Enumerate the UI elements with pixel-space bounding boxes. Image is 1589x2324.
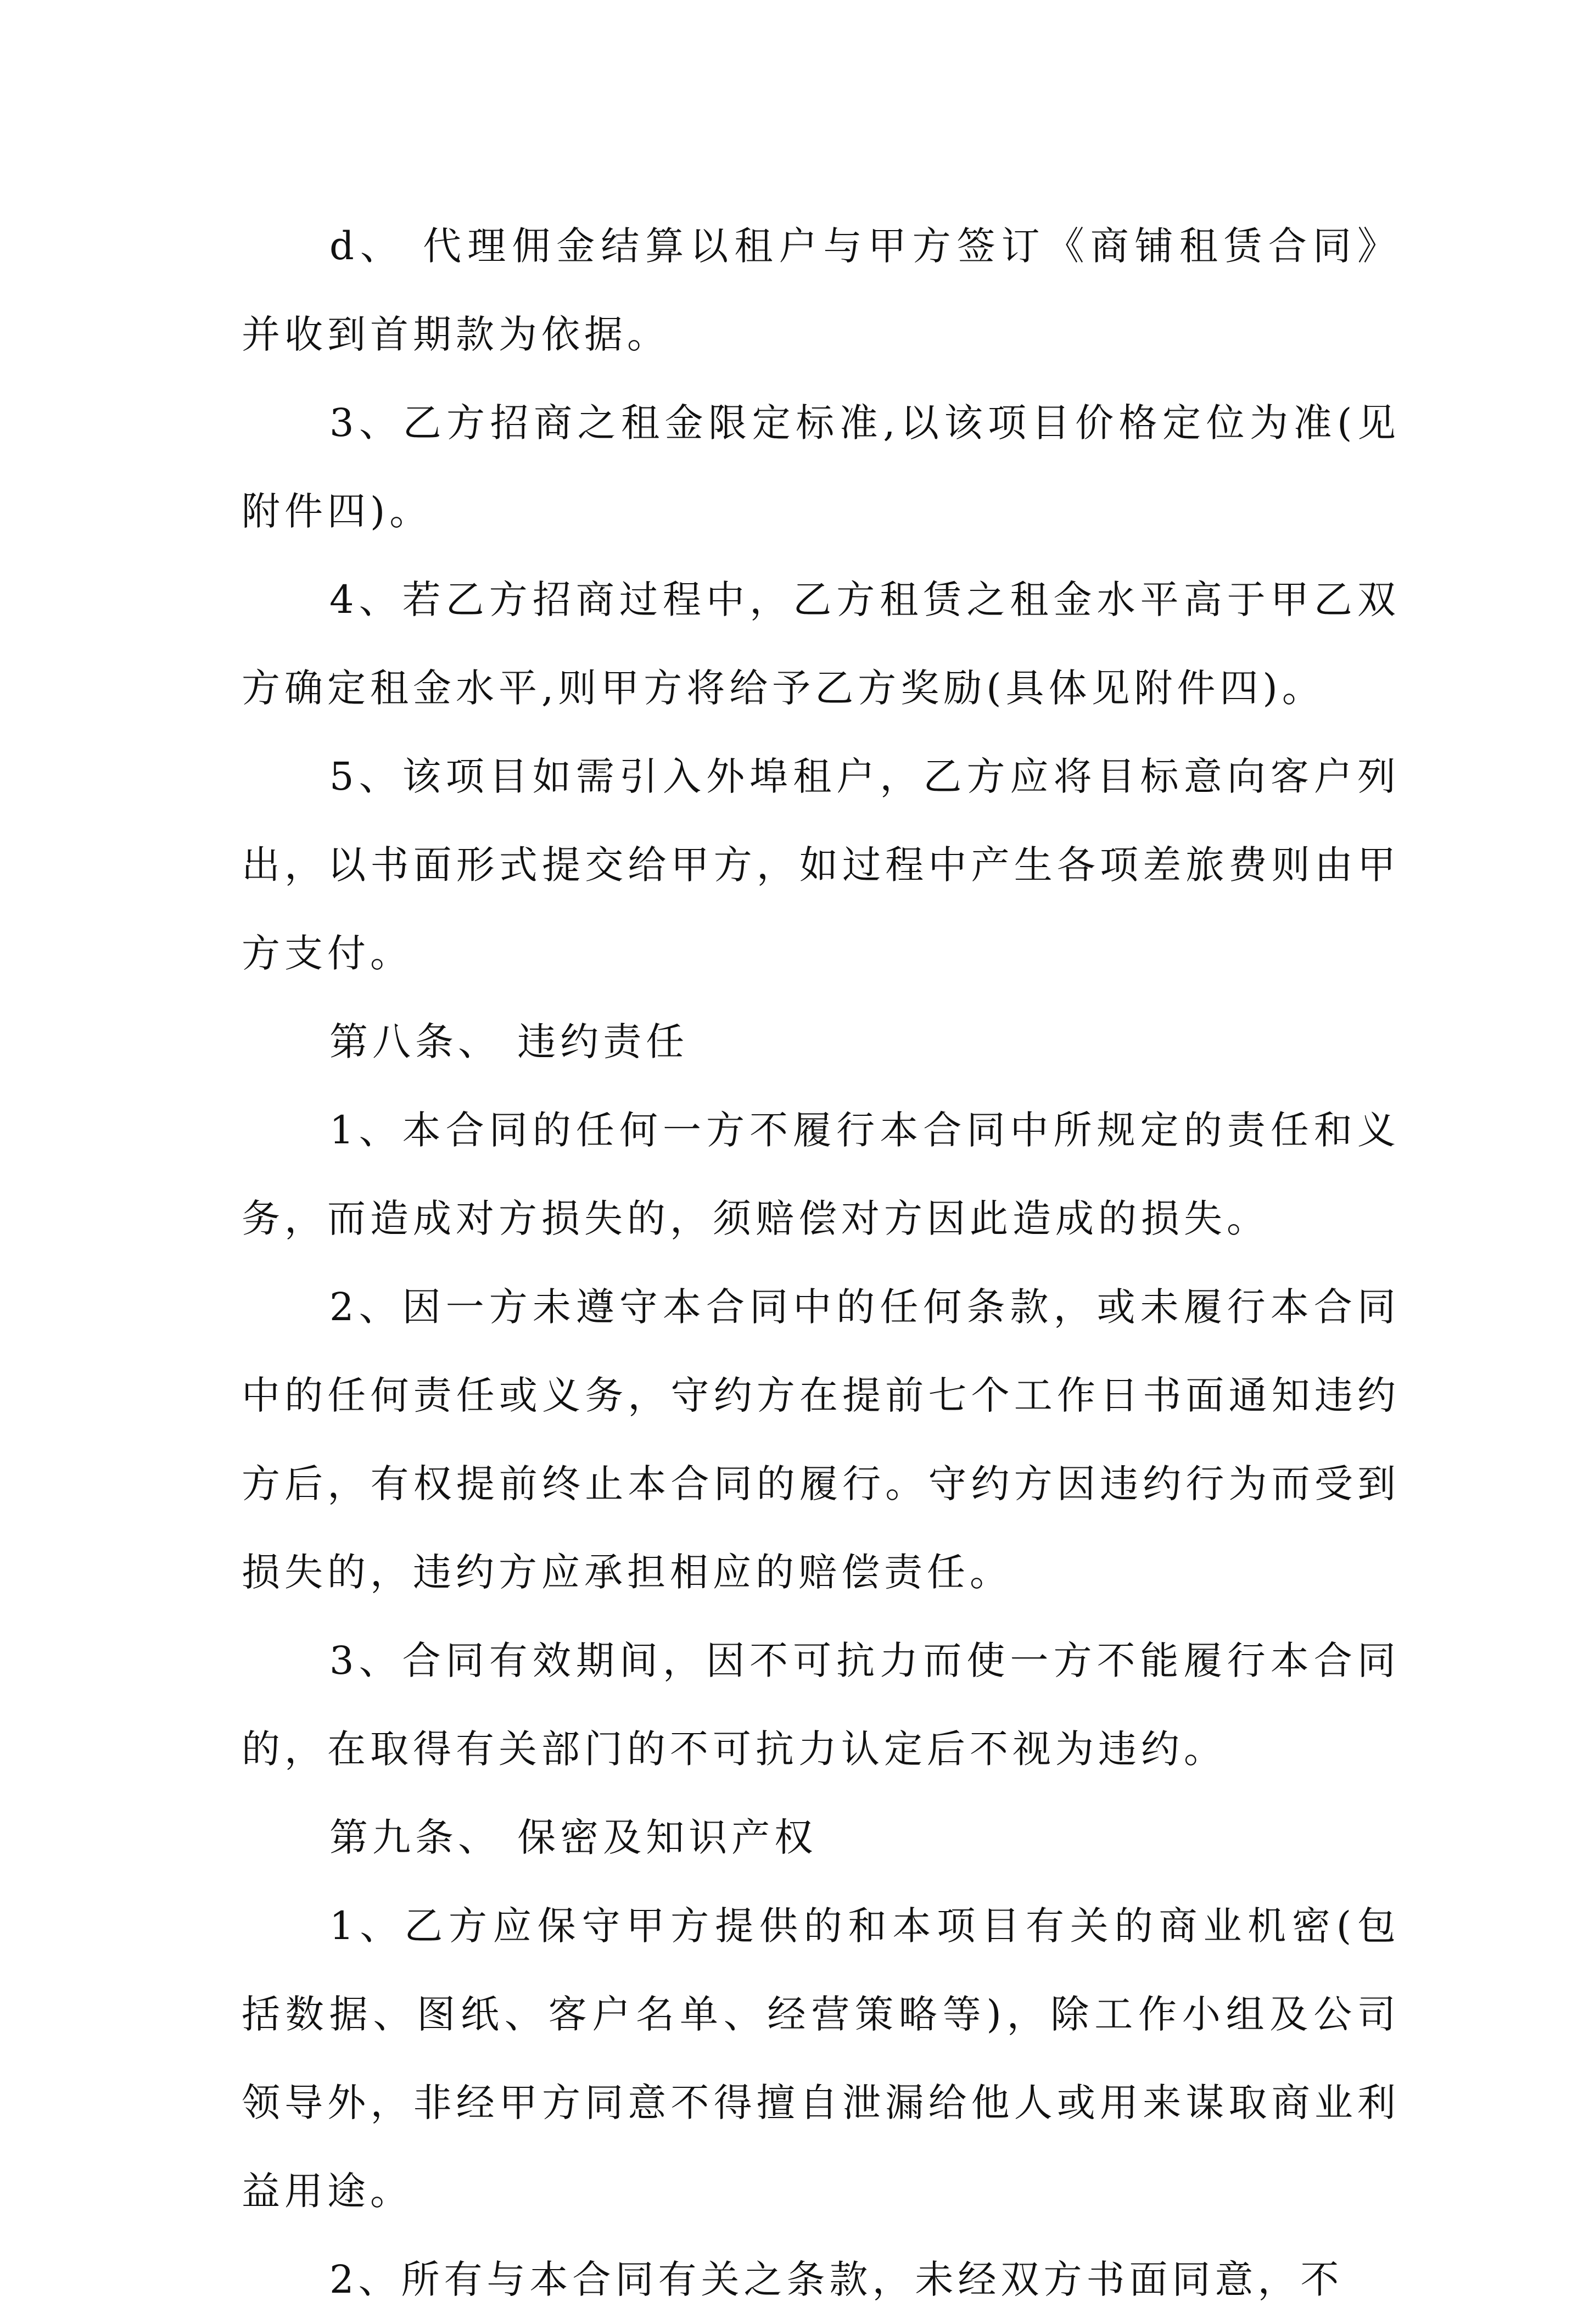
paragraph-confidentiality-1: 1、乙方应保守甲方提供的和本项目有关的商业机密(包括数据、图纸、客户名单、经营策略等)，除工作小组及公司领导外，非经甲方同意不得擅自泄漏给他人或用来谋取商业利益用途。 xyxy=(242,1903,1400,2214)
paragraph-rent-reward: 4、若乙方招商过程中，乙方租赁之租金水平高于甲乙双方确定租金水平,则甲方将给予乙方奖励(具体见附件四)。 xyxy=(242,577,1400,711)
section-heading-breach-liability: 第八条、 违约责任 xyxy=(329,1019,689,1064)
paragraph-rent-standard: 3、乙方招商之租金限定标准,以该项目价格定位为准(见附件四)。 xyxy=(242,400,1400,534)
paragraph-confidentiality-2: 2、所有与本合同有关之条款，未经双方书面同意，不 xyxy=(329,2257,1344,2302)
section-heading-confidentiality: 第九条、 保密及知识产权 xyxy=(329,1815,818,1860)
paragraph-breach-3: 3、合同有效期间，因不可抗力而使一方不能履行本合同的，在取得有关部门的不可抗力认定后不视为违约。 xyxy=(242,1638,1400,1772)
paragraph-commission-settlement: d、 代理佣金结算以租户与甲方签订《商铺租赁合同》并收到首期款为依据。 xyxy=(242,224,1400,357)
paragraph-external-tenants: 5、该项目如需引入外埠租户，乙方应将目标意向客户列出，以书面形式提交给甲方，如过程中产生各项差旅费则由甲方支付。 xyxy=(242,754,1400,976)
paragraph-breach-1: 1、本合同的任何一方不履行本合同中所规定的责任和义务，而造成对方损失的，须赔偿对方因此造成的损失。 xyxy=(242,1108,1400,1241)
document-body xyxy=(242,202,1400,2324)
paragraph-breach-2: 2、因一方未遵守本合同中的任何条款，或未履行本合同中的任何责任或义务，守约方在提前七个工作日书面通知违约方后，有权提前终止本合同的履行。守约方因违约行为而受到损失的，违约方应承担相应的赔偿责任。 xyxy=(242,1284,1400,1595)
